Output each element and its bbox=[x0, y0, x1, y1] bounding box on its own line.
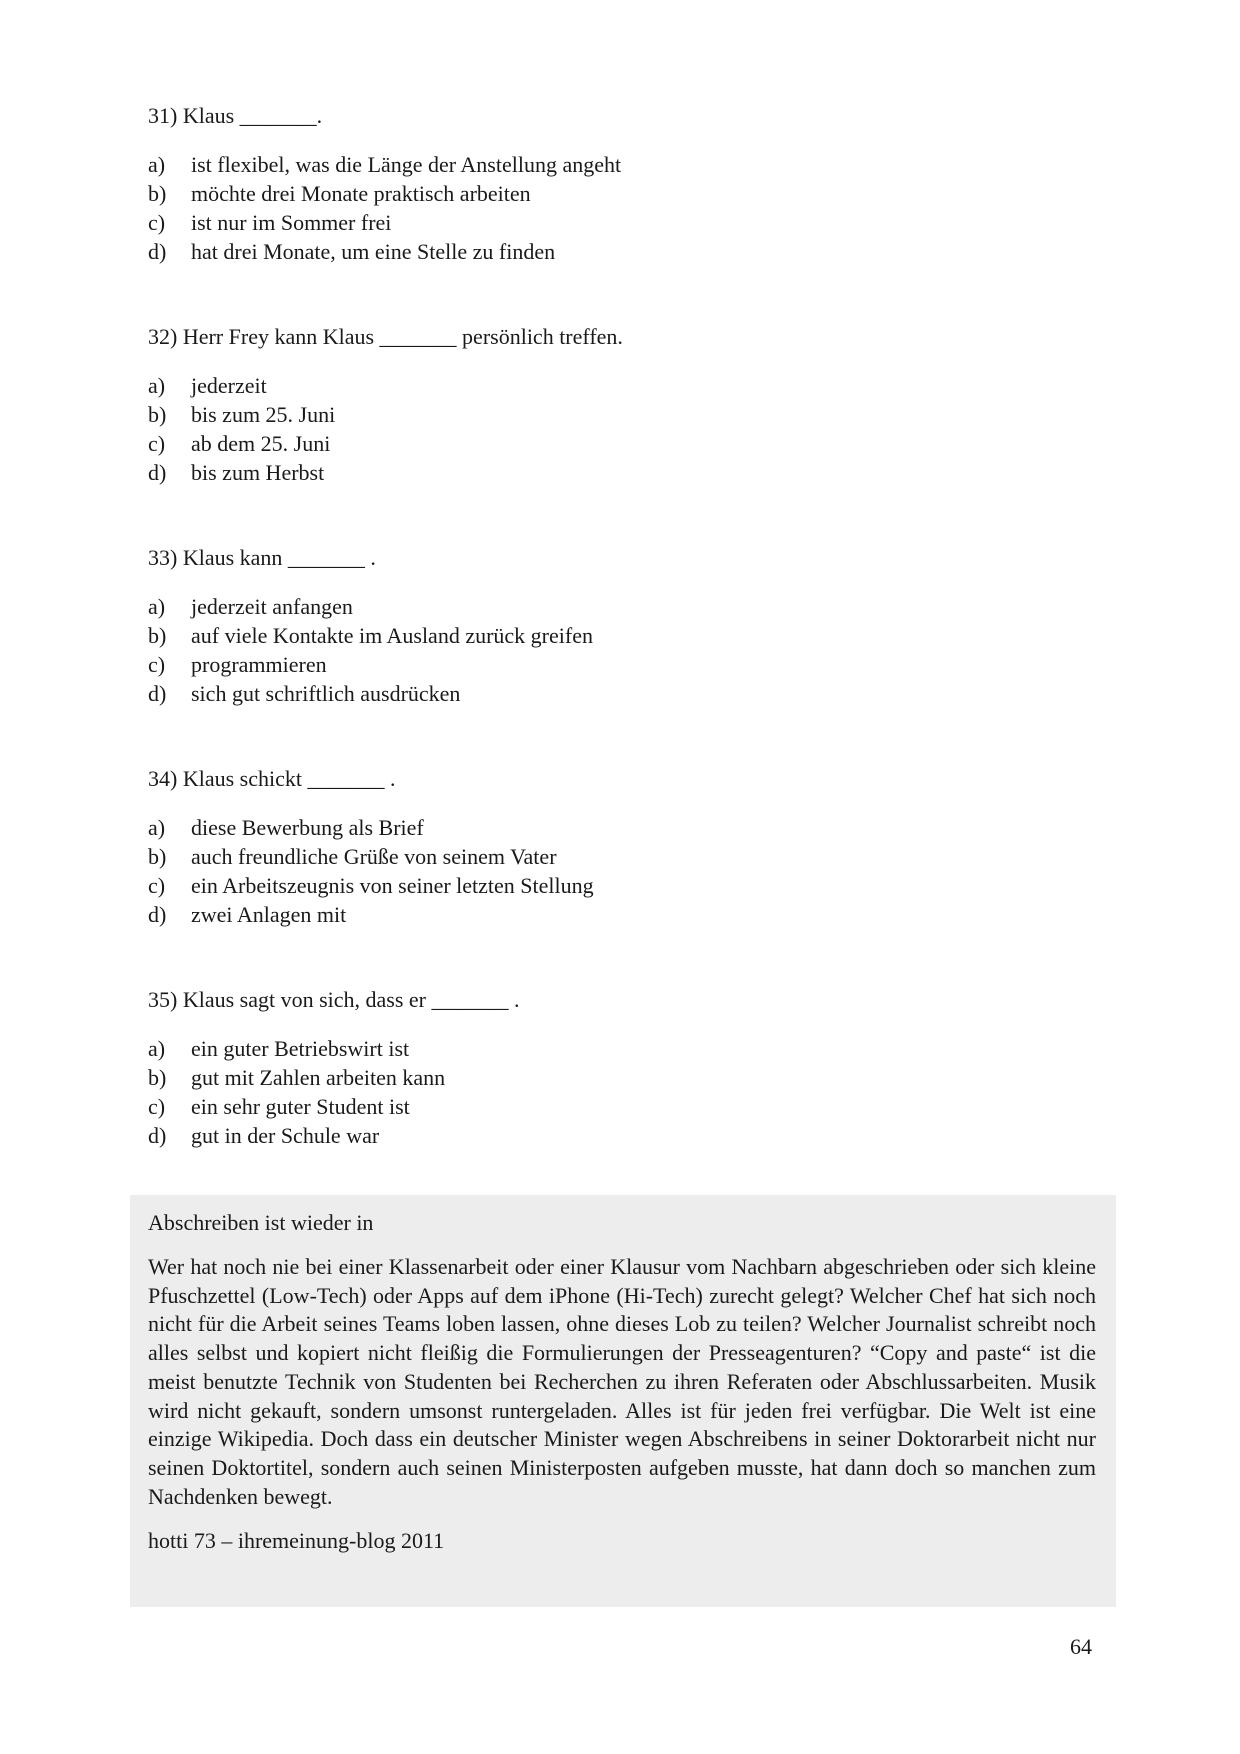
option-text: sich gut schriftlich ausdrücken bbox=[191, 681, 461, 706]
answer-options bbox=[148, 592, 1108, 708]
option-text: auf viele Kontakte im Ausland zurück greifen bbox=[191, 623, 593, 648]
answer-option bbox=[148, 592, 1108, 621]
question-title: 31) Klaus _______. bbox=[148, 103, 323, 128]
answer-option bbox=[148, 179, 1108, 208]
option-text: auch freundliche Grüße von seinem Vater bbox=[191, 844, 557, 869]
answer-option bbox=[148, 813, 1108, 842]
option-text: bis zum 25. Juni bbox=[191, 402, 336, 427]
answer-option bbox=[148, 621, 1108, 650]
option-letter: d) bbox=[148, 460, 167, 485]
option-text: ist nur im Sommer frei bbox=[191, 210, 392, 235]
option-letter: d) bbox=[148, 902, 167, 927]
option-letter: a) bbox=[148, 1036, 166, 1061]
option-letter: a) bbox=[148, 373, 166, 398]
question-title: 35) Klaus sagt von sich, dass er _______ . bbox=[148, 987, 520, 1012]
reading-title: Abschreiben ist wieder in bbox=[148, 1210, 374, 1235]
option-text: ein guter Betriebswirt ist bbox=[191, 1036, 410, 1061]
option-text: möchte drei Monate praktisch arbeiten bbox=[191, 181, 531, 206]
option-letter: b) bbox=[148, 844, 167, 869]
page-number: 64 bbox=[1070, 1634, 1092, 1659]
option-text: jederzeit anfangen bbox=[191, 594, 353, 619]
reading-text-content bbox=[148, 1209, 1096, 1555]
option-letter: c) bbox=[148, 652, 166, 677]
option-letter: d) bbox=[148, 1123, 167, 1148]
option-text: ab dem 25. Juni bbox=[191, 431, 331, 456]
option-text: hat drei Monate, um eine Stelle zu finden bbox=[191, 239, 556, 264]
option-letter: b) bbox=[148, 1065, 167, 1090]
option-letter: a) bbox=[148, 815, 166, 840]
answer-option bbox=[148, 871, 1108, 900]
option-letter: c) bbox=[148, 1094, 166, 1119]
answer-option bbox=[148, 371, 1108, 400]
answer-option bbox=[148, 1092, 1108, 1121]
option-letter: a) bbox=[148, 594, 166, 619]
question-34 bbox=[148, 765, 1108, 929]
answer-option bbox=[148, 650, 1108, 679]
option-text: gut in der Schule war bbox=[191, 1123, 380, 1148]
option-text: ein Arbeitszeugnis von seiner letzten Stellung bbox=[191, 873, 594, 898]
answer-option bbox=[148, 237, 1108, 266]
answer-option bbox=[148, 458, 1108, 487]
option-letter: b) bbox=[148, 623, 167, 648]
option-text: jederzeit bbox=[191, 373, 267, 398]
option-text: gut mit Zahlen arbeiten kann bbox=[191, 1065, 446, 1090]
option-letter: b) bbox=[148, 181, 167, 206]
answer-options bbox=[148, 813, 1108, 929]
answer-options bbox=[148, 371, 1108, 487]
question-35 bbox=[148, 986, 1108, 1150]
answer-option bbox=[148, 400, 1108, 429]
option-text: ein sehr guter Student ist bbox=[191, 1094, 410, 1119]
answer-option bbox=[148, 1034, 1108, 1063]
option-text: ist flexibel, was die Länge der Anstellung angeht bbox=[191, 152, 622, 177]
answer-option bbox=[148, 208, 1108, 237]
answer-option bbox=[148, 1063, 1108, 1092]
question-title: 33) Klaus kann _______ . bbox=[148, 545, 376, 570]
option-letter: a) bbox=[148, 152, 166, 177]
option-letter: c) bbox=[148, 210, 166, 235]
answer-options bbox=[148, 150, 1108, 266]
option-letter: d) bbox=[148, 681, 167, 706]
option-letter: b) bbox=[148, 402, 167, 427]
question-31 bbox=[148, 102, 1108, 266]
answer-option bbox=[148, 429, 1108, 458]
option-text: zwei Anlagen mit bbox=[191, 902, 347, 927]
answer-option bbox=[148, 150, 1108, 179]
answer-option bbox=[148, 842, 1108, 871]
question-32 bbox=[148, 323, 1108, 487]
reading-source: hotti 73 – ihremeinung-blog 2011 bbox=[148, 1528, 445, 1554]
option-letter: c) bbox=[148, 873, 166, 898]
answer-option bbox=[148, 679, 1108, 708]
answer-option bbox=[148, 900, 1108, 929]
reading-text-box bbox=[130, 1195, 1116, 1607]
option-text: diese Bewerbung als Brief bbox=[191, 815, 424, 840]
option-letter: c) bbox=[148, 431, 166, 456]
question-title: 34) Klaus schickt _______ . bbox=[148, 766, 396, 791]
option-text: bis zum Herbst bbox=[191, 460, 325, 485]
question-33 bbox=[148, 544, 1108, 708]
answer-option bbox=[148, 1121, 1108, 1150]
answer-options bbox=[148, 1034, 1108, 1150]
question-title: 32) Herr Frey kann Klaus _______ persönlich treffen. bbox=[148, 324, 623, 349]
reading-body: Wer hat noch nie bei einer Klassenarbeit oder einer Klausur vom Nachbarn abgeschrieben oder sich kleine Pfuschzettel (Low-Tech) oder Apps auf dem iPhone (Hi-Tech) zurecht gelegt? Welcher Chef hat sich noch nicht für die Arbeit seines Teams loben lassen, ohne dieses Lob zu teilen? Welcher Journalist schreibt noch alles selbst und kopiert nicht fleißig die Formulierungen der Presseagenturen? “Copy and paste“ ist die meist benutzte Technik von Studenten bei Recherchen zu ihren Referaten oder Abschlussarbeiten. Musik wird nicht gekauft, sondern umsonst runtergeladen. Alles ist für jeden frei verfügbar. Die Welt ist eine einzige Wikipedia. Doch dass ein deutscher Minister wegen Abschreibens in seiner Doktorarbeit nicht nur seinen Doktortitel, sondern auch seinen Ministerposten aufgeben musste, hat dann doch so manchen zum Nachdenken bewegt. bbox=[148, 1254, 1096, 1509]
option-text: programmieren bbox=[191, 652, 327, 677]
option-letter: d) bbox=[148, 239, 167, 264]
